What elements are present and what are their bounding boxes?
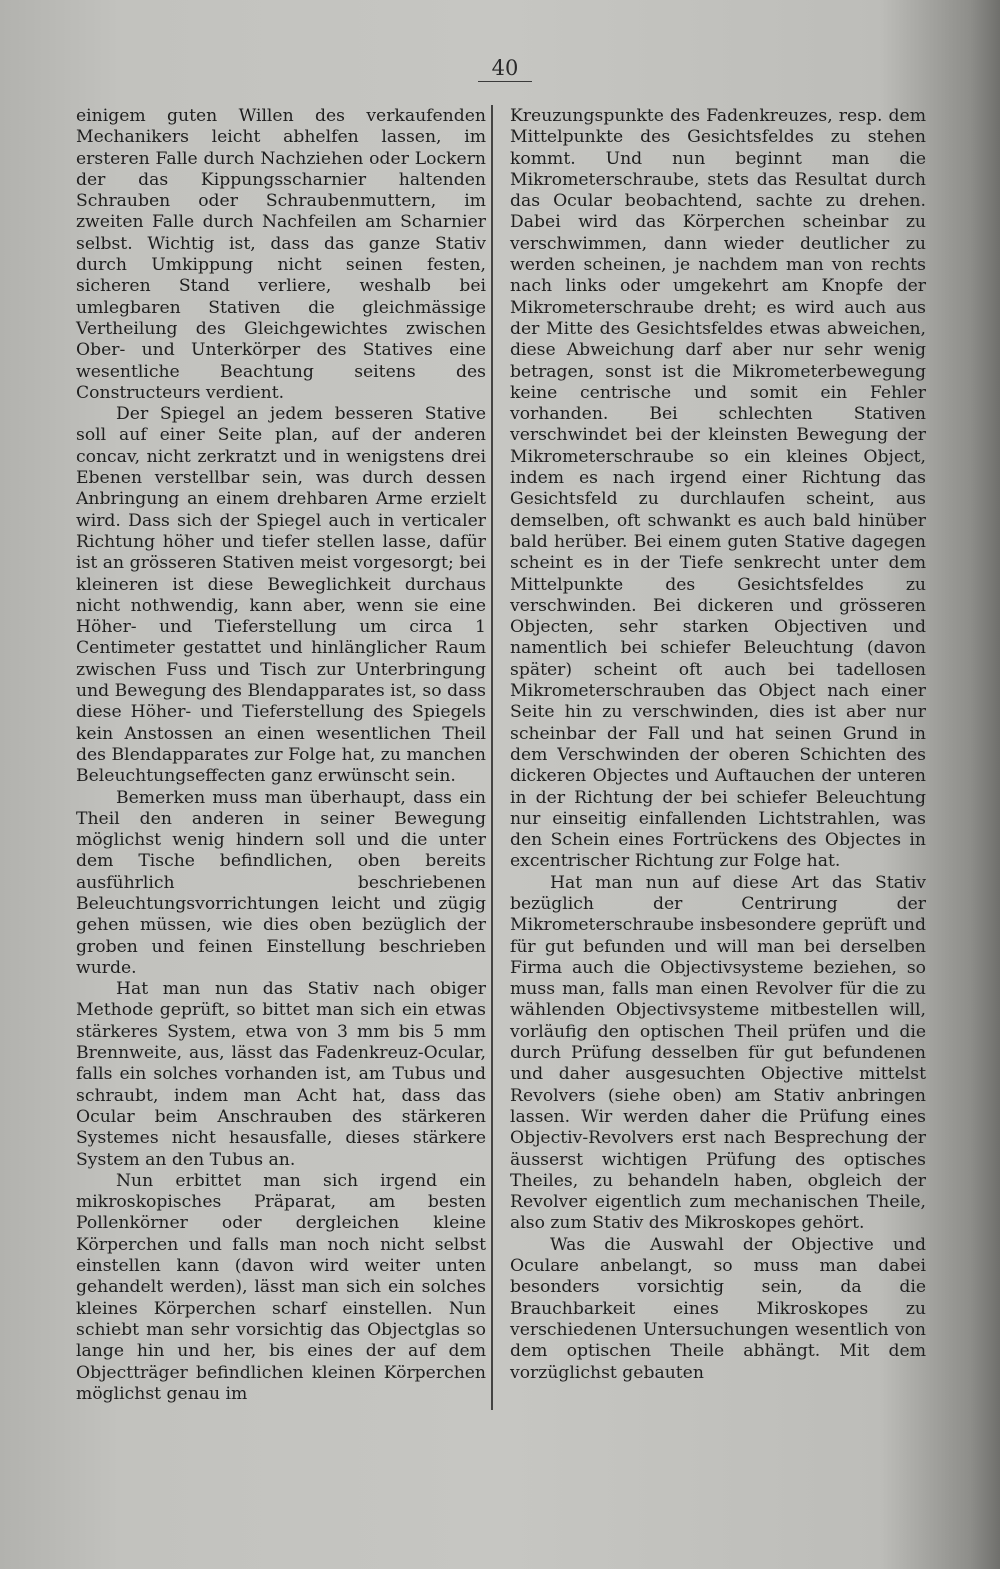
paragraph: Hat man nun auf diese Art das Stativ bezüglich der Centrirung der Mikrometerschraube insbesondere geprüft und für gut befunden und will man bei derselben Firma auch die Objectivsysteme beziehen, so muss man, falls man einen Revolver für die zu wählenden Objectivsysteme mitbestellen will, vorläufig den optischen Theil prüfen und die durch Prüfung desselben für gut befundenen und daher ausgesuchten Objective mittelst Revolvers (siehe oben) am Stativ anbringen lassen. Wir werden daher die Prüfung eines Objectiv-Revolvers erst nach Besprechung der äusserst wichtigen Prüfung des optisches Theiles, zu behandeln haben, obgleich der Revolver eigentlich zum mechanischen Theile, also zum Stativ des Mikroskopes gehört.: [510, 872, 926, 1234]
page-number-underline: [478, 81, 532, 82]
right-text-column: [510, 106, 926, 1384]
paragraph: Bemerken muss man überhaupt, dass ein Theil den anderen in seiner Bewegung möglichst wenig hindern soll und die unter dem Tische befindlichen, oben bereits ausführlich beschriebenen Beleuchtungsvorrichtungen leicht und zügig gehen müssen, wie dies oben bezüglich der groben und feinen Einstellung beschrieben wurde.: [76, 787, 486, 978]
paragraph: Hat man nun das Stativ nach obiger Methode geprüft, so bittet man sich ein etwas stärkeres System, etwa von 3 mm bis 5 mm Brennweite, aus, lässt das Fadenkreuz-Ocular, falls ein solches vorhanden ist, am Tubus und schraubt, indem man Acht hat, dass das Ocular beim Anschrauben des stärkeren Systemes nicht hesausfalle, dieses stärkere System an den Tubus an.: [76, 979, 486, 1170]
paragraph: einigem guten Willen des verkaufenden Mechanikers leicht abhelfen lassen, im ersteren Falle durch Nachziehen oder Lockern der das Kippungsscharnier haltenden Schrauben oder Schraubenmuttern, im zweiten Falle durch Nachfeilen am Scharnier selbst. Wichtig ist, dass das ganze Stativ durch Umkippung nicht seinen festen, sicheren Stand verliere, weshalb bei umlegbaren Stativen die gleichmässige Vertheilung des Gleichgewichtes zwischen Ober- und Unterkörper des Statives eine wesentliche Beachtung seitens des Constructeurs verdient.: [76, 106, 486, 403]
column-divider: [491, 105, 493, 1410]
paragraph: Der Spiegel an jedem besseren Stative soll auf einer Seite plan, auf der anderen concav, nicht zerkratzt und in wenigstens drei Ebenen verstellbar sein, was durch dessen Anbringung an einem drehbaren Arme erzielt wird. Dass sich der Spiegel auch in verticaler Richtung höher und tiefer stellen lasse, dafür ist an grösseren Stativen meist vorgesorgt; bei kleineren ist diese Beweglichkeit durchaus nicht nothwendig, kann aber, wenn sie eine Höher- und Tieferstellung um circa 1 Centimeter gestattet und hinlänglicher Raum zwischen Fuss und Tisch zur Unterbringung und Bewegung des Blendapparates ist, so dass diese Höher- und Tieferstellung des Spiegels kein Anstossen an einen wesentlichen Theil des Blendapparates zur Folge hat, zu manchen Beleuchtungseffecten ganz erwünscht sein.: [76, 404, 486, 787]
page-number: 40: [491, 56, 519, 80]
paragraph: Was die Auswahl der Objective und Oculare anbelangt, so muss man dabei besonders vorsichtig sein, da die Brauchbarkeit eines Mikroskopes zu verschiedenen Untersuchungen wesentlich von dem optischen Theile abhängt. Mit dem vorzüglichst gebauten: [510, 1234, 926, 1383]
paragraph: Kreuzungspunkte des Fadenkreuzes, resp. dem Mittelpunkte des Gesichtsfeldes zu stehen kommt. Und nun beginnt man die Mikrometerschraube, stets das Resultat durch das Ocular beobachtend, sachte zu drehen. Dabei wird das Körperchen scheinbar zu verschwimmen, dann wieder deutlicher zu werden scheinen, je nachdem man von rechts nach links oder umgekehrt am Knopfe der Mikrometerschraube dreht; es wird auch aus der Mitte des Gesichtsfeldes etwas abweichen, diese Abweichung darf aber nur sehr wenig betragen, sonst ist die Mikrometerbewegung keine centrische und somit ein Fehler vorhanden. Bei schlechten Stativen verschwindet bei der kleinsten Bewegung der Mikrometerschraube so ein kleines Object, indem es nach irgend einer Richtung das Gesichtsfeld zu durchlaufen scheint, aus demselben, oft schwankt es auch bald hinüber bald herüber. Bei einem guten Stative dagegen scheint es in der Tiefe senkrecht unter dem Mittelpunkte des Gesichtsfeldes zu verschwinden. Bei dickeren und grösseren Objecten, sehr starken Objectiven und namentlich bei schiefer Beleuchtung (davon später) scheint oft auch bei tadellosen Mikrometerschrauben das Object nach einer Seite hin zu verschwinden, dies ist aber nur scheinbar der Fall und hat seinen Grund in dem Verschwinden der oberen Schichten des dickeren Objectes und Auftauchen der unteren in der Richtung der bei schiefer Beleuchtung nur einseitig einfallenden Lichtstrahlen, was den Schein eines Fortrückens des Objectes in excentrischer Richtung zur Folge hat.: [510, 106, 926, 872]
paragraph: Nun erbittet man sich irgend ein mikroskopisches Präparat, am besten Pollenkörner oder dergleichen kleine Körperchen und falls man noch nicht selbst einstellen kann (davon wird weiter unten gehandelt werden), lässt man sich ein solches kleines Körperchen scharf einstellen. Nun schiebt man sehr vorsichtig das Objectglas so lange hin und her, bis eines der auf dem Objectträger befindlichen kleinen Körperchen möglichst genau im: [76, 1170, 486, 1404]
left-text-column: [76, 106, 486, 1405]
